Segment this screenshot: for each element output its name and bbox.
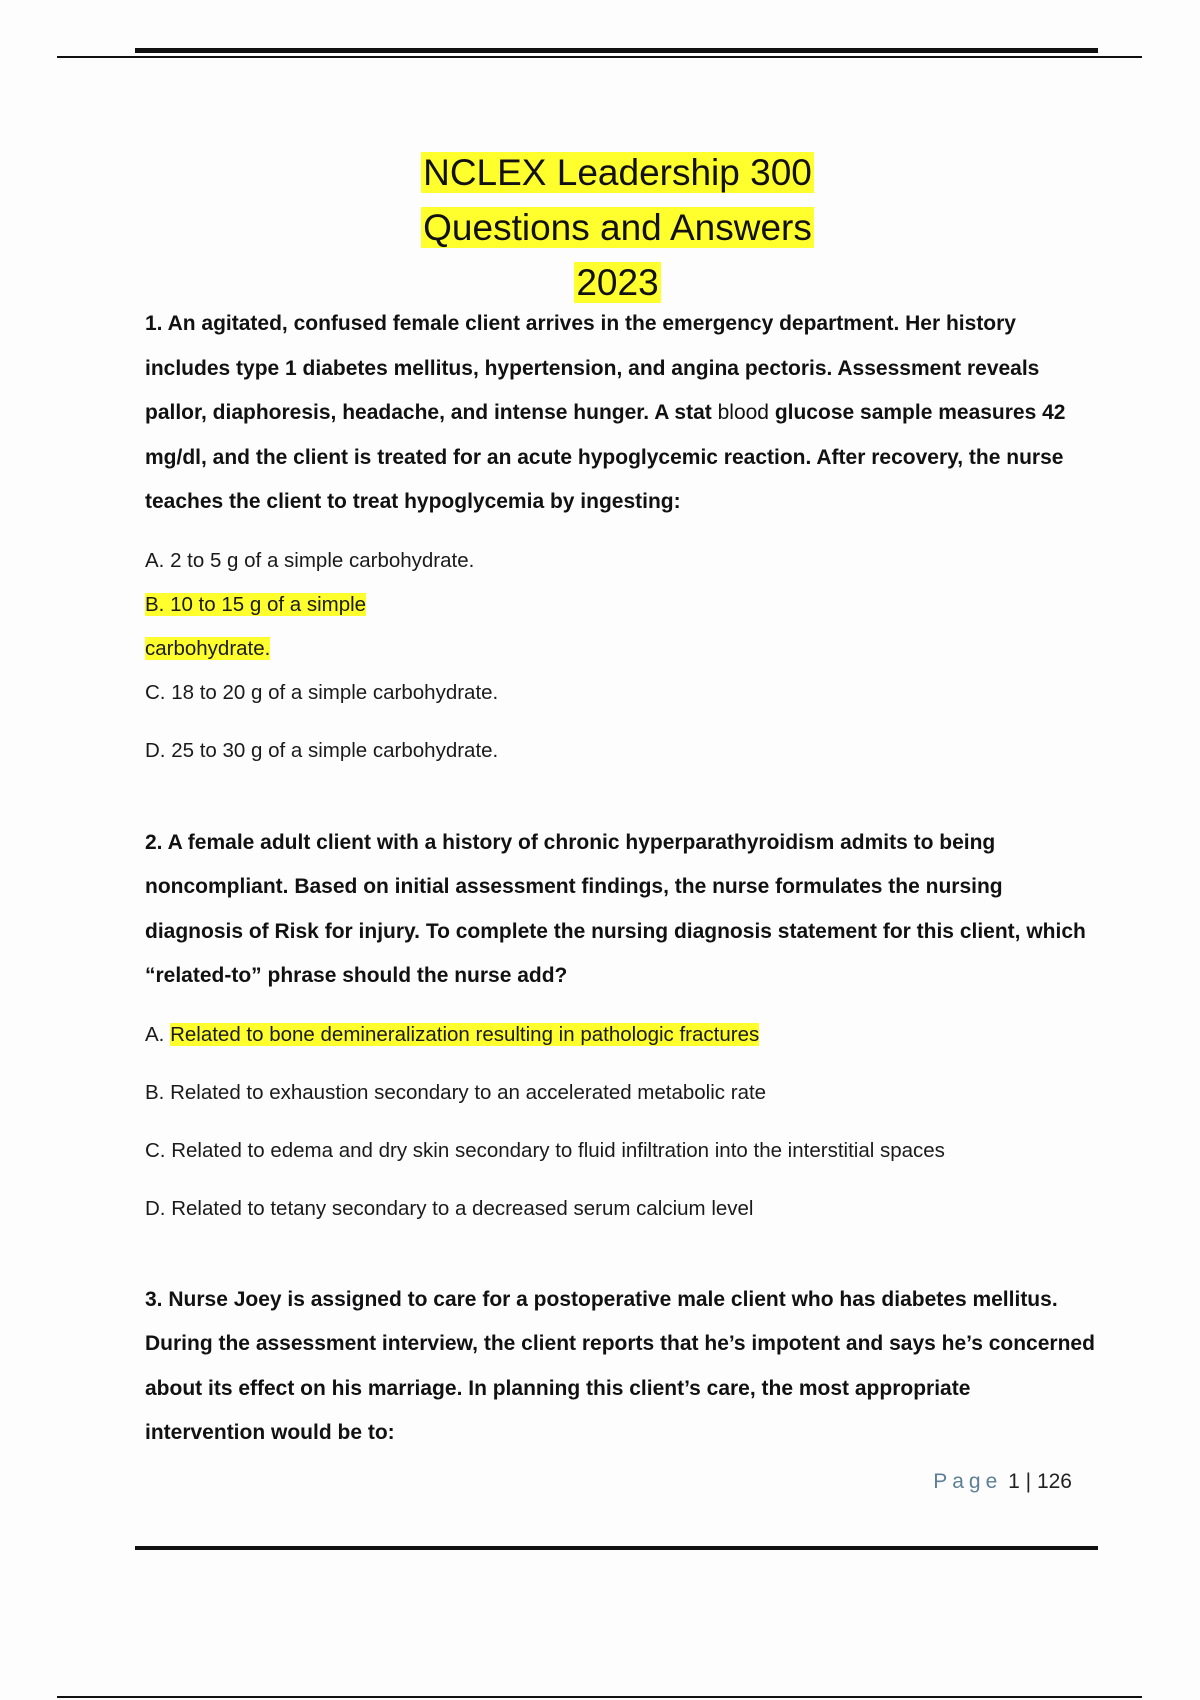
total-pages: 126 [1036, 1470, 1072, 1493]
question-1-text-normal: blood [717, 401, 769, 424]
question-2-option-b: B. Related to exhaustion secondary to an accelerated metabolic rate [145, 1080, 767, 1104]
page-number: 1 [1008, 1470, 1020, 1493]
title-line-3: 2023 [576, 262, 659, 303]
question-1-option-b-line-1: B. 10 to 15 g of a simple [145, 592, 367, 616]
question-1 [145, 302, 1095, 525]
document-title [0, 145, 1200, 310]
question-2-option-a-text: Related to bone demineralization resulting in pathologic fractures [170, 1022, 760, 1046]
header-rule-thick [135, 48, 1098, 53]
question-2-option-a-prefix: A. [145, 1022, 171, 1046]
question-1-text-a: 1. An agitated, confused female client arrives in the emergency department. Her history includes type 1 diabetes mellitus, hypertension, and angina pectoris. Assessment reveals pallor, diaphoresis, headache, and intense hunger. A stat [145, 312, 1040, 424]
question-1-option-b-line-2: carbohydrate. [145, 636, 271, 660]
question-1-option-d: D. 25 to 30 g of a simple carbohydrate. [145, 738, 499, 762]
question-1-option-c: C. 18 to 20 g of a simple carbohydrate. [145, 680, 499, 704]
question-2-option-a [145, 1013, 1095, 1057]
question-2-options [145, 1013, 1095, 1231]
title-line-1: NCLEX Leadership 300 [423, 152, 812, 193]
question-2: 2. A female adult client with a history of chronic hyperparathyroidism admits to being noncompliant. Based on initial assessment findings, the nurse formulates the nursing diagnosis of Risk for injury. To complete the nursing diagnosis statement for this client, which “related-to” phrase should the nurse add? [145, 830, 1086, 987]
footer-rule-thick [135, 1546, 1098, 1550]
header-rule-thin [57, 56, 1142, 58]
question-1-option-b [145, 583, 1095, 671]
page-footer [933, 1470, 1072, 1494]
footer-rule-thin [57, 1696, 1142, 1698]
question-1-text-b: glucose sample measures 42 mg/dl, and the client is treated for an acute hypoglycemic reaction. After recovery, the nurse teaches the client to treat hypoglycemia by ingesting: [145, 401, 1066, 513]
title-line-2: Questions and Answers [423, 207, 812, 248]
question-1-option-a: A. 2 to 5 g of a simple carbohydrate. [145, 548, 475, 572]
question-2-option-c: C. Related to edema and dry skin secondary to fluid infiltration into the interstitial spaces [145, 1138, 945, 1162]
document-body [145, 302, 1095, 1456]
question-2-option-d: D. Related to tetany secondary to a decreased serum calcium level [145, 1196, 754, 1220]
page-separator: | [1025, 1470, 1032, 1493]
page-label: Page [933, 1470, 1003, 1493]
question-3: 3. Nurse Joey is assigned to care for a postoperative male client who has diabetes mellitus. During the assessment interview, the client reports that he’s impotent and says he’s concerned about its effect on his marriage. In planning this client’s care, the most appropriate intervention would be to: [145, 1287, 1095, 1444]
question-1-options [145, 539, 1095, 773]
